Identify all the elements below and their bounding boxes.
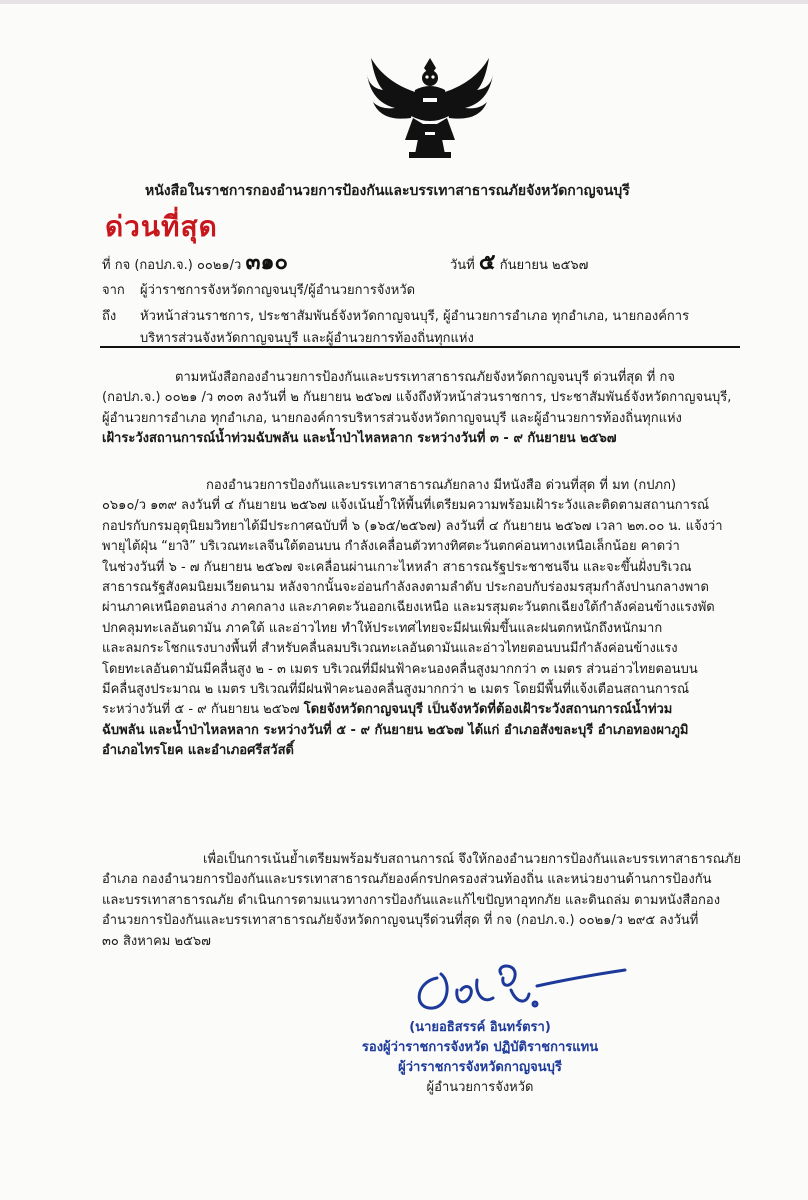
paragraph-1: [102, 368, 731, 450]
p2-line: และลมกระโชกแรงบางพื้นที่ สำหรับคลื่นลมบริเวณทะเลอันดามันและอ่าวไทยตอนบนมีกำลังค่อนข้างแรง: [102, 641, 678, 657]
date-line: [450, 250, 589, 275]
reference-number: ๓๑๐: [245, 250, 288, 275]
p2-mixed-line: [102, 700, 723, 720]
p2-line: ปกคลุมทะเลอันดามัน ภาคใต้ และอ่าวไทย ทำให้ประเทศไทยจะมีฝนเพิ่มขึ้นและฝนตกหนักถึงหนักมาก: [102, 620, 663, 636]
p2-line: โดยทะเลอันดามันมีคลื่นสูง ๒ - ๓ เมตร บริเวณที่มีฝนฟ้าคะนองคลื่นสูงมากกว่า ๓ เมตร ส่วนอ่าวไทยตอนบน: [102, 661, 698, 677]
p2-bold-line: ฉับพลัน และน้ำป่าไหลหลาก ระหว่างวันที่ ๕ - ๙ กันยายน ๒๕๖๗ ได้แก่ อำเภอสังขละบุรี อำเภอทองผาภูมิ: [102, 722, 689, 738]
header-divider: [100, 346, 740, 348]
date-prefix: วันที่: [450, 258, 475, 273]
from-label: จาก: [102, 283, 125, 298]
p1-line: (กอปภ.จ.) ๐๐๒๑ /ว ๓๐๓ ลงวันที่ ๒ กันยายน ๒๕๖๗ แจ้งถึงหัวหน้าส่วนราชการ, ประชาสัมพันธ์จังหวัดกาญจนบุรี,: [102, 390, 732, 406]
p3-line: และบรรเทาสาธารณภัย ดำเนินการตามแนวทางการป้องกันและแก้ไขปัญหาอุทกภัย และดินถล่ม ตามหนังสือกอง: [102, 892, 721, 908]
to-line-2: บริหารส่วนจังหวัดกาญจนบุรี และผู้อำนวยการท้องถิ่นทุกแห่ง: [140, 331, 474, 346]
p1-line: ตามหนังสือกองอำนวยการป้องกันและบรรเทาสาธารณภัยจังหวัดกาญจนบุรี ด่วนที่สุด ที่ กจ: [175, 370, 675, 385]
p3-line: ๓๐ สิงหาคม ๒๕๖๗: [102, 933, 211, 949]
signatory-position-2: ผู้ว่าราชการจังหวัดกาญจนบุรี: [398, 1060, 562, 1075]
p2-line: กองอำนวยการป้องกันและบรรเทาสาธารณภัยกลาง มีหนังสือ ด่วนที่สุด ที่ มท (กปภก): [206, 478, 677, 493]
signatory-name: (นายอธิสรรค์ อินทร์ตรา): [409, 1020, 551, 1035]
p1-bold-line: เฝ้าระวังสถานการณ์น้ำท่วมฉับพลัน และน้ำป่าไหลหลาก ระหว่างวันที่ ๓ - ๙ กันยายน ๒๕๖๗: [102, 431, 617, 447]
p2-line: มีคลื่นสูงประมาณ ๒ เมตร บริเวณที่มีฝนฟ้าคะนองคลื่นสูงมากกว่า ๒ เมตร โดยมีพื้นที่แจ้งเตือนสถานการณ์: [102, 682, 690, 698]
p2-line: พายุไต้ฝุ่น “ยางิ” บริเวณทะเลจีนใต้ตอนบน กำลังเคลื่อนตัวทางทิศตะวันตกค่อนทางเหนือเล็กน้อย คาดว่า: [102, 539, 680, 555]
p2-line: ผ่านภาคเหนือตอนล่าง ภาคกลาง และภาคตะวันออกเฉียงเหนือ และมรสุมตะวันตกเฉียงใต้กำลังค่อนข้างแรงพัด: [102, 600, 715, 616]
p2-mixed-bold: โดยจังหวัดกาญจนบุรี เป็นจังหวัดที่ต้องเฝ้าระวังสถานการณ์น้ำท่วม: [303, 702, 673, 718]
reference-prefix: ที่ กจ (กอปภ.จ.) ๐๐๒๑/ว: [102, 258, 242, 273]
to-label: ถึง: [102, 309, 117, 324]
date-month-year: กันยายน ๒๕๖๗: [499, 258, 589, 273]
scan-edge: [0, 0, 808, 4]
handwritten-signature: [405, 960, 635, 1016]
p2-line: กอปรกับกรมอุตุนิยมวิทยาได้มีประกาศฉบับที่ ๖ (๑๖๕/๒๕๖๗) ลงวันที่ ๔ กันยายน ๒๕๖๗ เวลา ๒๓.๐๐ น. แจ้งว่า: [102, 518, 723, 534]
signatory-position-3: ผู้อำนวยการจังหวัด: [426, 1080, 534, 1095]
p2-bold-line: อำเภอไทรโยค และอำเภอศรีสวัสดิ์: [102, 743, 294, 759]
p2-line: ในช่วงวันที่ ๖ - ๗ กันยายน ๒๕๖๗ จะเคลื่อนผ่านเกาะไหหลำ สาธารณรัฐประชาชนจีน และจะขึ้นฝั่งบริเวณ: [102, 559, 692, 575]
garuda-emblem-icon: [365, 52, 495, 164]
p1-line: ผู้อำนวยการอำเภอ ทุกอำเภอ, นายกองค์การบริหารส่วนจังหวัดกาญจนบุรี และผู้อำนวยการท้องถิ่นทุกแห่ง: [102, 410, 682, 426]
from-value: ผู้ว่าราชการจังหวัดกาญจนบุรี/ผู้อำนวยการจังหวัด: [140, 283, 416, 298]
p2-line: สาธารณรัฐสังคมนิยมเวียดนาม หลังจากนั้นจะอ่อนกำลังลงตามลำดับ ประกอบกับร่องมรสุมกำลังปานกลางพาด: [102, 580, 709, 596]
paragraph-2: [102, 476, 723, 762]
p2-line: ๐๖๑๐/ว ๑๓๙ ลงวันที่ ๔ กันยายน ๒๕๖๗ แจ้งเน้นย้ำให้พื้นที่เตรียมความพร้อมเฝ้าระวังและติดตามสถานการณ์: [102, 498, 710, 514]
p3-line: อำเภอ กองอำนวยการป้องกันและบรรเทาสาธารณภัยองค์กรปกครองส่วนท้องถิ่น และหน่วยงานด้านการป้องกัน: [102, 872, 712, 888]
signature-block: [330, 1018, 630, 1098]
p3-line: เพื่อเป็นการเน้นย้ำเตรียมพร้อมรับสถานการณ์ จึงให้กองอำนวยการป้องกันและบรรเทาสาธารณภัย: [203, 852, 741, 867]
urgent-stamp: ด่วนที่สุด: [105, 210, 218, 243]
reference-line: [102, 250, 288, 275]
signatory-position-1: รองผู้ว่าราชการจังหวัด ปฏิบัติราชการแทน: [361, 1040, 599, 1055]
paragraph-3: [102, 850, 741, 952]
p2-mixed-plain: ระหว่างวันที่ ๕ - ๙ กันยายน ๒๕๖๗: [102, 702, 300, 718]
document-header-title: หนังสือในราชการกองอำนวยการป้องกันและบรรเทาสาธารณภัยจังหวัดกาญจนบุรี: [145, 183, 630, 199]
to-line-1: หัวหน้าส่วนราชการ, ประชาสัมพันธ์จังหวัดกาญจนบุรี, ผู้อำนวยการอำเภอ ทุกอำเภอ, นายกองค์การ: [140, 309, 690, 324]
date-day: ๕: [478, 250, 496, 275]
p3-line: อำนวยการป้องกันและบรรเทาสาธารณภัยจังหวัดกาญจนบุรีด่วนที่สุด ที่ กจ (กอปภ.จ.) ๐๐๒๑/ว ๒๙๕ ลงวันที่: [102, 913, 699, 929]
